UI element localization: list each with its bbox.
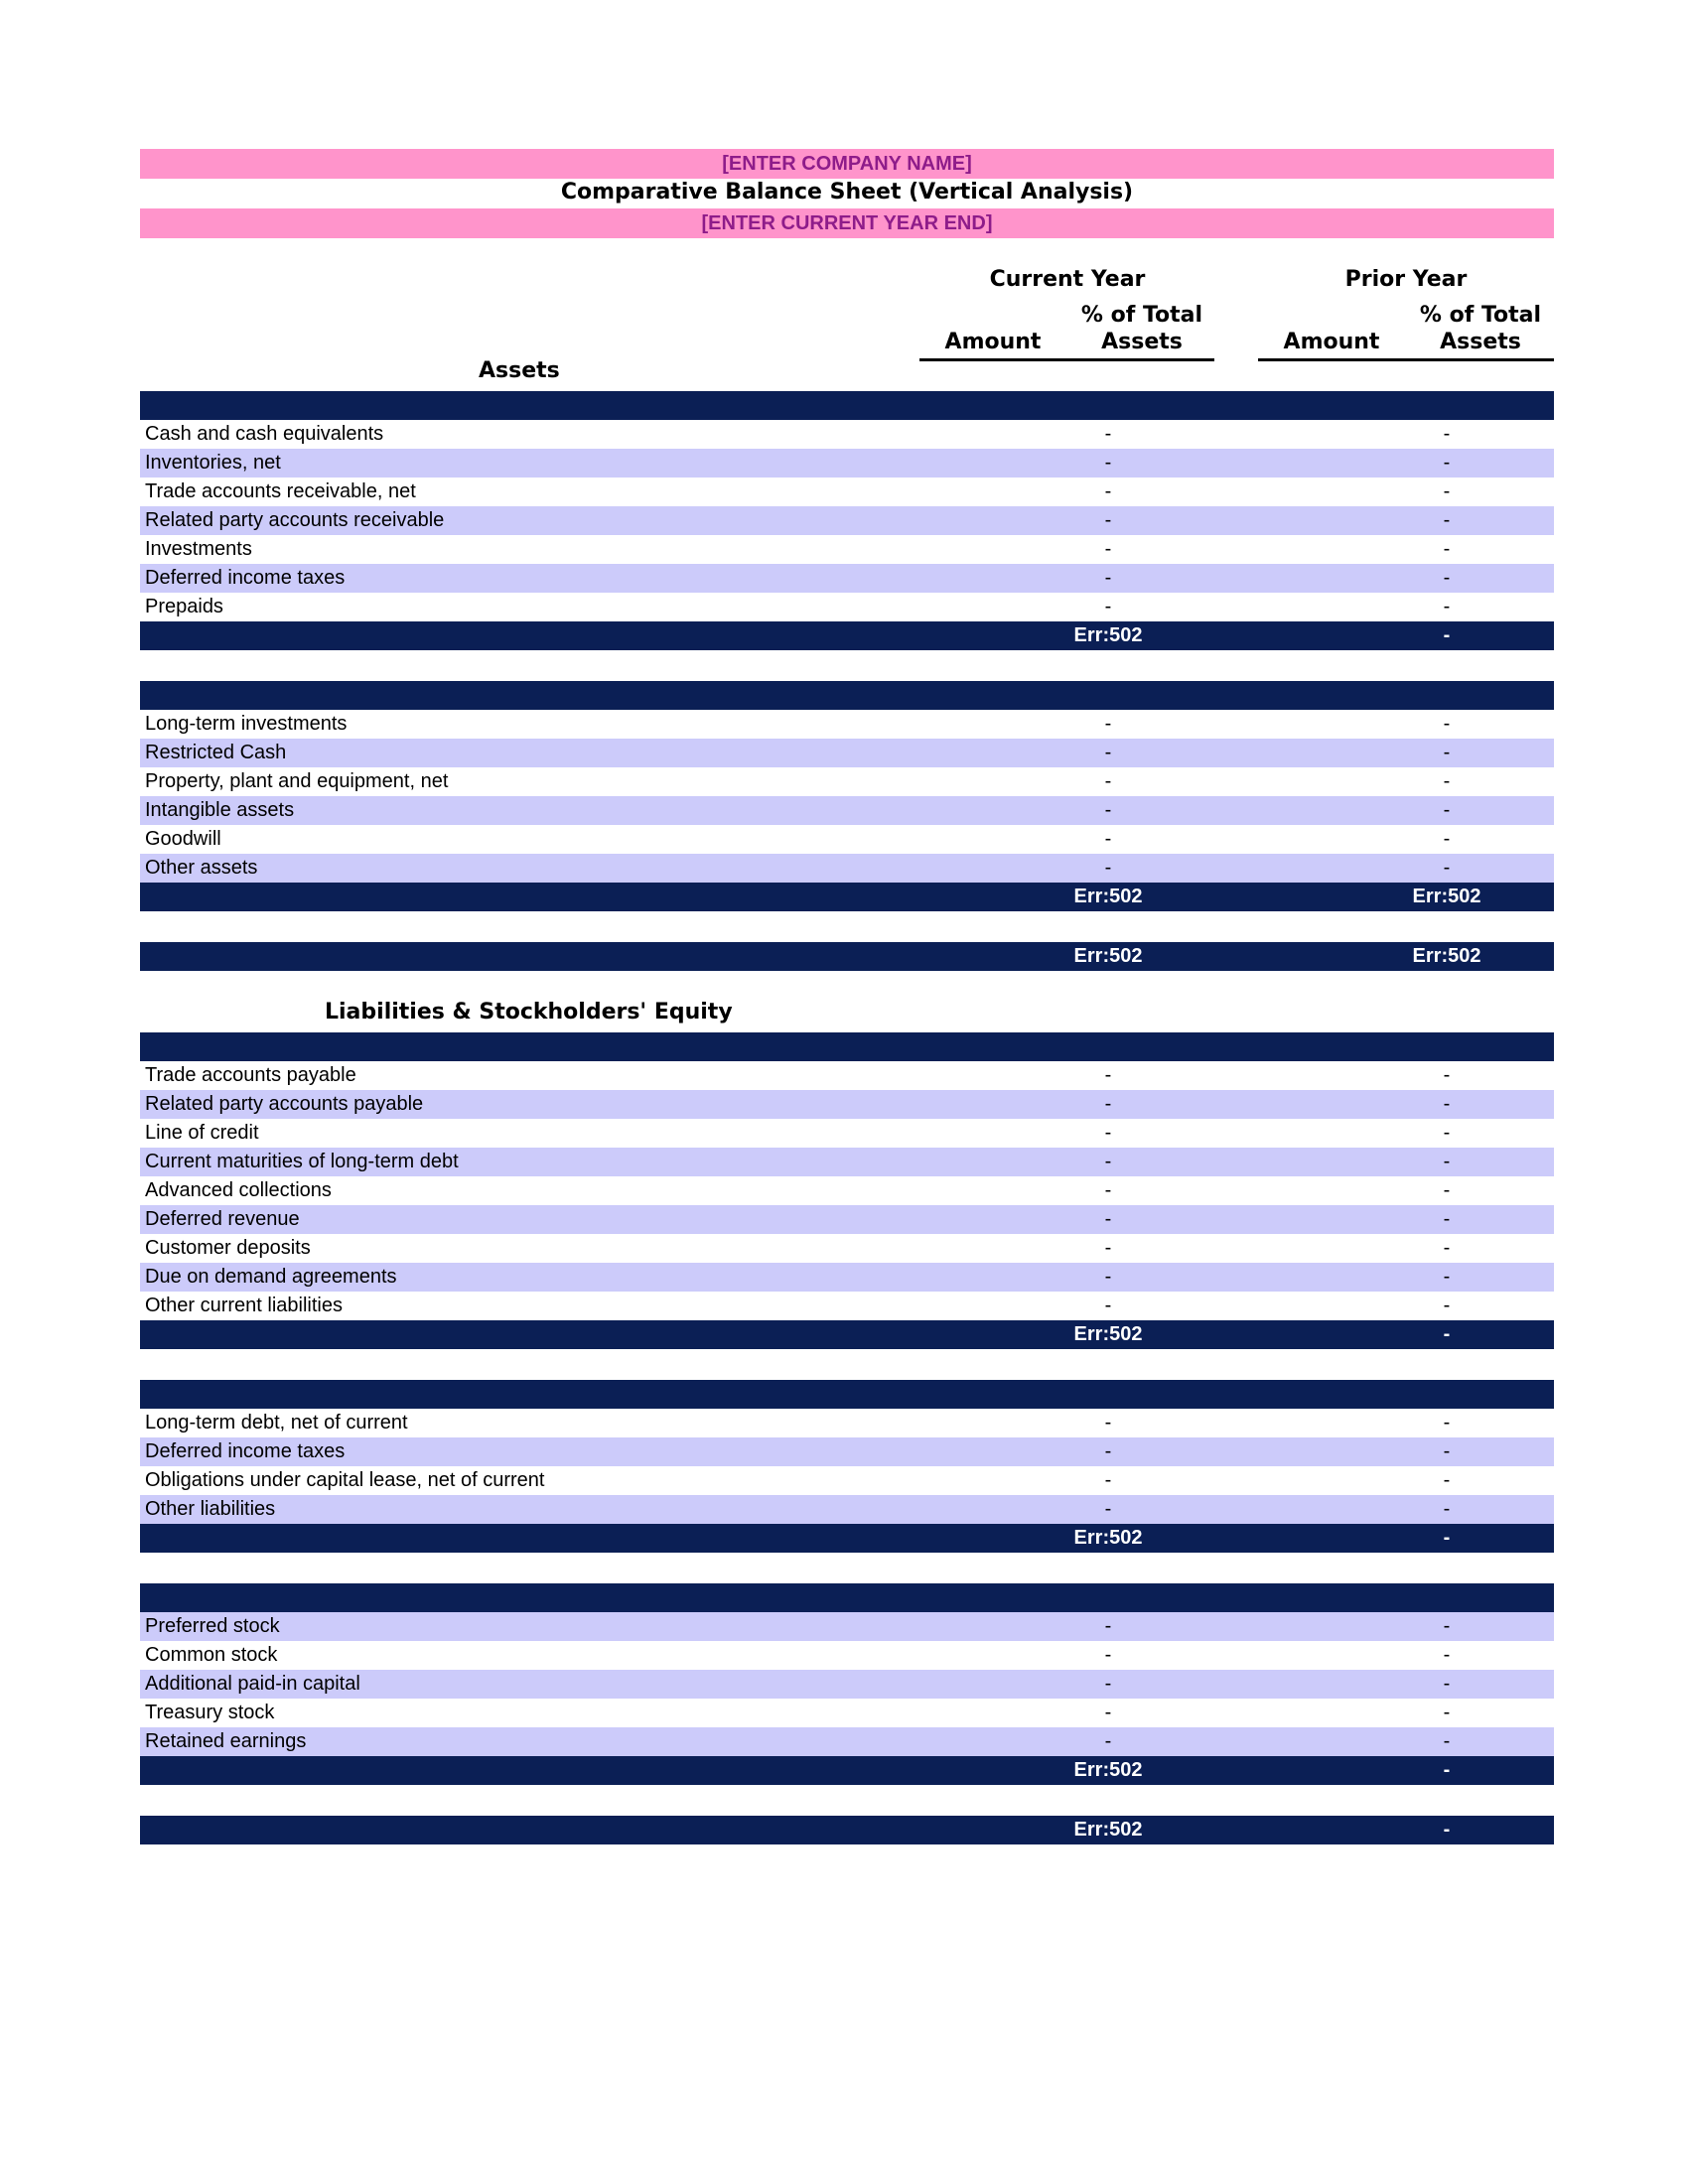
current-amount-cell[interactable]: - (1104, 509, 1112, 531)
prior-amount-cell[interactable]: - (1443, 713, 1451, 735)
prior-total-value: - (1443, 1527, 1451, 1549)
noncurrent-asset-row (140, 796, 1554, 825)
noncurrent-assets-total-row (140, 883, 1554, 911)
equity-label: Common stock (145, 1644, 278, 1666)
current-assets-header-band (140, 391, 1554, 420)
current-liability-row (140, 1292, 1554, 1320)
current-asset-row (140, 420, 1554, 449)
current-amount-cell[interactable]: - (1104, 1295, 1112, 1316)
current-asset-row (140, 535, 1554, 564)
current-amount-cell[interactable]: - (1104, 423, 1112, 445)
current-liability-label: Trade accounts payable (145, 1064, 356, 1086)
current-liability-row (140, 1205, 1554, 1234)
current-liability-row (140, 1234, 1554, 1263)
noncurrent-asset-row (140, 825, 1554, 854)
current-amount-cell[interactable]: - (1104, 1615, 1112, 1637)
prior-amount-cell[interactable]: - (1443, 1412, 1451, 1433)
current-amount-cell[interactable]: - (1104, 713, 1112, 735)
current-asset-row (140, 506, 1554, 535)
prior-amount-cell[interactable]: - (1443, 1237, 1451, 1259)
noncurrent-asset-label: Other assets (145, 857, 258, 879)
longterm-liability-row (140, 1466, 1554, 1495)
prior-amount-cell[interactable]: - (1443, 1644, 1451, 1666)
current-liability-row (140, 1090, 1554, 1119)
current-asset-row (140, 564, 1554, 593)
current-asset-row (140, 449, 1554, 478)
current-amount-cell[interactable]: - (1104, 1644, 1112, 1666)
prior-amount-cell[interactable]: - (1443, 1093, 1451, 1115)
current-liability-label: Related party accounts payable (145, 1093, 424, 1115)
noncurrent-asset-label: Intangible assets (145, 799, 295, 821)
liabilities-equity-section-title: Liabilities & Stockholders' Equity (325, 1000, 733, 1024)
longterm-liability-row (140, 1409, 1554, 1437)
current-amount-cell[interactable]: - (1104, 452, 1112, 474)
prior-amount-cell[interactable]: - (1443, 742, 1451, 763)
current-amount-cell[interactable]: - (1104, 828, 1112, 850)
prior-year-header: Prior Year (1344, 267, 1468, 292)
longterm-liability-row (140, 1437, 1554, 1466)
prior-amount-cell[interactable]: - (1443, 1151, 1451, 1172)
prior-total-value: Err:502 (1412, 886, 1481, 907)
current-liability-label: Other current liabilities (145, 1295, 343, 1316)
noncurrent-asset-label: Long-term investments (145, 713, 348, 735)
current-total-value: Err:502 (1073, 1323, 1143, 1345)
current-amount-cell[interactable]: - (1104, 596, 1112, 617)
equity-label: Treasury stock (145, 1702, 275, 1723)
prior-amount-cell[interactable]: - (1443, 799, 1451, 821)
current-amount-cell[interactable]: - (1104, 1266, 1112, 1288)
equity-label: Additional paid-in capital (145, 1673, 360, 1695)
equity-header-band (140, 1583, 1554, 1612)
equity-row (140, 1699, 1554, 1727)
current-amount-cell[interactable]: - (1104, 1498, 1112, 1520)
current-liability-row (140, 1263, 1554, 1292)
current-total-value: Err:502 (1073, 1527, 1143, 1549)
prior-amount-cell[interactable]: - (1443, 1122, 1451, 1144)
company-name[interactable]: [ENTER COMPANY NAME] (722, 153, 972, 175)
noncurrent-asset-label: Restricted Cash (145, 742, 287, 763)
current-liability-row (140, 1148, 1554, 1176)
longterm-liability-label: Other liabilities (145, 1498, 276, 1520)
prior-amount-cell[interactable]: - (1443, 452, 1451, 474)
total-liabilities-equity-row (140, 1816, 1554, 1844)
current-total-value: Err:502 (1073, 1759, 1143, 1781)
company-name-band (140, 149, 1554, 179)
prior-amount-cell[interactable]: - (1443, 596, 1451, 617)
current-amount-cell[interactable]: - (1104, 857, 1112, 879)
current-asset-label: Investments (145, 538, 252, 560)
equity-label: Preferred stock (145, 1615, 280, 1637)
current-liabilities-total-row (140, 1320, 1554, 1349)
current-amount-cell[interactable]: - (1104, 480, 1112, 502)
equity-row (140, 1727, 1554, 1756)
longterm-liability-label: Long-term debt, net of current (145, 1412, 408, 1433)
longterm-liabilities-total-row (140, 1524, 1554, 1553)
prior-amount-cell[interactable]: - (1443, 1208, 1451, 1230)
equity-row (140, 1641, 1554, 1670)
prior-amount-cell[interactable]: - (1443, 857, 1451, 879)
current-year-underline (919, 358, 1214, 361)
current-total-value: Err:502 (1073, 945, 1143, 967)
prior-pct-header-line1: % of Total (1419, 303, 1542, 328)
current-total-value: Err:502 (1073, 1819, 1143, 1841)
longterm-liability-row (140, 1495, 1554, 1524)
current-amount-cell[interactable]: - (1104, 799, 1112, 821)
longterm-liability-label: Obligations under capital lease, net of current (145, 1469, 545, 1491)
prior-total-value: - (1443, 624, 1451, 646)
prior-amount-cell[interactable]: - (1443, 828, 1451, 850)
current-asset-label: Inventories, net (145, 452, 281, 474)
current-liability-row (140, 1176, 1554, 1205)
noncurrent-asset-row (140, 767, 1554, 796)
prior-total-value: - (1443, 1759, 1451, 1781)
current-asset-label: Cash and cash equivalents (145, 423, 384, 445)
current-liability-label: Customer deposits (145, 1237, 311, 1259)
current-amount-cell[interactable]: - (1104, 1440, 1112, 1462)
prior-total-value: - (1443, 1819, 1451, 1841)
current-liability-row (140, 1061, 1554, 1090)
equity-row (140, 1670, 1554, 1699)
year-end-band (140, 208, 1554, 238)
prior-amount-cell[interactable]: - (1443, 423, 1451, 445)
prior-amount-cell[interactable]: - (1443, 1440, 1451, 1462)
prior-pct-header-line2: Assets (1440, 330, 1521, 354)
current-pct-header-line2: Assets (1101, 330, 1183, 354)
equity-label: Retained earnings (145, 1730, 307, 1752)
prior-amount-cell[interactable]: - (1443, 1179, 1451, 1201)
current-amount-cell[interactable]: - (1104, 1237, 1112, 1259)
prior-amount-cell[interactable]: - (1443, 1498, 1451, 1520)
current-amount-cell[interactable]: - (1104, 1093, 1112, 1115)
current-asset-label: Trade accounts receivable, net (145, 480, 416, 502)
current-liability-label: Line of credit (145, 1122, 259, 1144)
current-liability-label: Current maturities of long-term debt (145, 1151, 459, 1172)
noncurrent-asset-label: Goodwill (145, 828, 221, 850)
current-amount-cell[interactable]: - (1104, 1151, 1112, 1172)
prior-amount-cell[interactable]: - (1443, 1730, 1451, 1752)
longterm-liability-label: Deferred income taxes (145, 1440, 346, 1462)
longterm-liabilities-header-band (140, 1380, 1554, 1409)
prior-amount-cell[interactable]: - (1443, 1469, 1451, 1491)
prior-amount-cell[interactable]: - (1443, 509, 1451, 531)
current-amount-cell[interactable]: - (1104, 742, 1112, 763)
current-amount-header: Amount (944, 330, 1042, 354)
current-liability-row (140, 1119, 1554, 1148)
current-amount-cell[interactable]: - (1104, 1702, 1112, 1723)
current-asset-row (140, 593, 1554, 621)
assets-section-title: Assets (479, 358, 560, 383)
current-amount-cell[interactable]: - (1104, 1673, 1112, 1695)
prior-amount-header: Amount (1283, 330, 1380, 354)
noncurrent-assets-header-band (140, 681, 1554, 710)
noncurrent-asset-row (140, 710, 1554, 739)
current-assets-total-row (140, 621, 1554, 650)
prior-amount-cell[interactable]: - (1443, 1266, 1451, 1288)
equity-total-row (140, 1756, 1554, 1785)
current-amount-cell[interactable]: - (1104, 1208, 1112, 1230)
prior-amount-cell[interactable]: - (1443, 770, 1451, 792)
total-assets-row (140, 942, 1554, 971)
current-amount-cell[interactable]: - (1104, 1412, 1112, 1433)
prior-amount-cell[interactable]: - (1443, 1702, 1451, 1723)
noncurrent-asset-row (140, 739, 1554, 767)
current-amount-cell[interactable]: - (1104, 567, 1112, 589)
current-amount-cell[interactable]: - (1104, 1730, 1112, 1752)
current-liabilities-header-band (140, 1032, 1554, 1061)
prior-year-underline (1258, 358, 1554, 361)
year-end[interactable]: [ENTER CURRENT YEAR END] (701, 212, 993, 234)
prior-amount-cell[interactable]: - (1443, 1673, 1451, 1695)
current-total-value: Err:502 (1073, 886, 1143, 907)
current-year-header: Current Year (989, 267, 1146, 292)
prior-amount-cell[interactable]: - (1443, 538, 1451, 560)
noncurrent-asset-row (140, 854, 1554, 883)
page-title: Comparative Balance Sheet (Vertical Analysis) (560, 180, 1134, 205)
prior-amount-cell[interactable]: - (1443, 480, 1451, 502)
current-asset-label: Deferred income taxes (145, 567, 346, 589)
prior-amount-cell[interactable]: - (1443, 1295, 1451, 1316)
current-liability-label: Deferred revenue (145, 1208, 300, 1230)
current-amount-cell[interactable]: - (1104, 1469, 1112, 1491)
current-total-value: Err:502 (1073, 624, 1143, 646)
equity-row (140, 1612, 1554, 1641)
prior-amount-cell[interactable]: - (1443, 1615, 1451, 1637)
current-liability-label: Due on demand agreements (145, 1266, 397, 1288)
prior-amount-cell[interactable]: - (1443, 567, 1451, 589)
current-pct-header-line1: % of Total (1080, 303, 1203, 328)
current-asset-label: Related party accounts receivable (145, 509, 445, 531)
current-asset-row (140, 478, 1554, 506)
current-amount-cell[interactable]: - (1104, 1179, 1112, 1201)
current-amount-cell[interactable]: - (1104, 1122, 1112, 1144)
prior-total-value: - (1443, 1323, 1451, 1345)
current-amount-cell[interactable]: - (1104, 1064, 1112, 1086)
prior-amount-cell[interactable]: - (1443, 1064, 1451, 1086)
prior-total-value: Err:502 (1412, 945, 1481, 967)
current-amount-cell[interactable]: - (1104, 538, 1112, 560)
noncurrent-asset-label: Property, plant and equipment, net (145, 770, 449, 792)
current-amount-cell[interactable]: - (1104, 770, 1112, 792)
current-liability-label: Advanced collections (145, 1179, 332, 1201)
current-asset-label: Prepaids (145, 596, 223, 617)
